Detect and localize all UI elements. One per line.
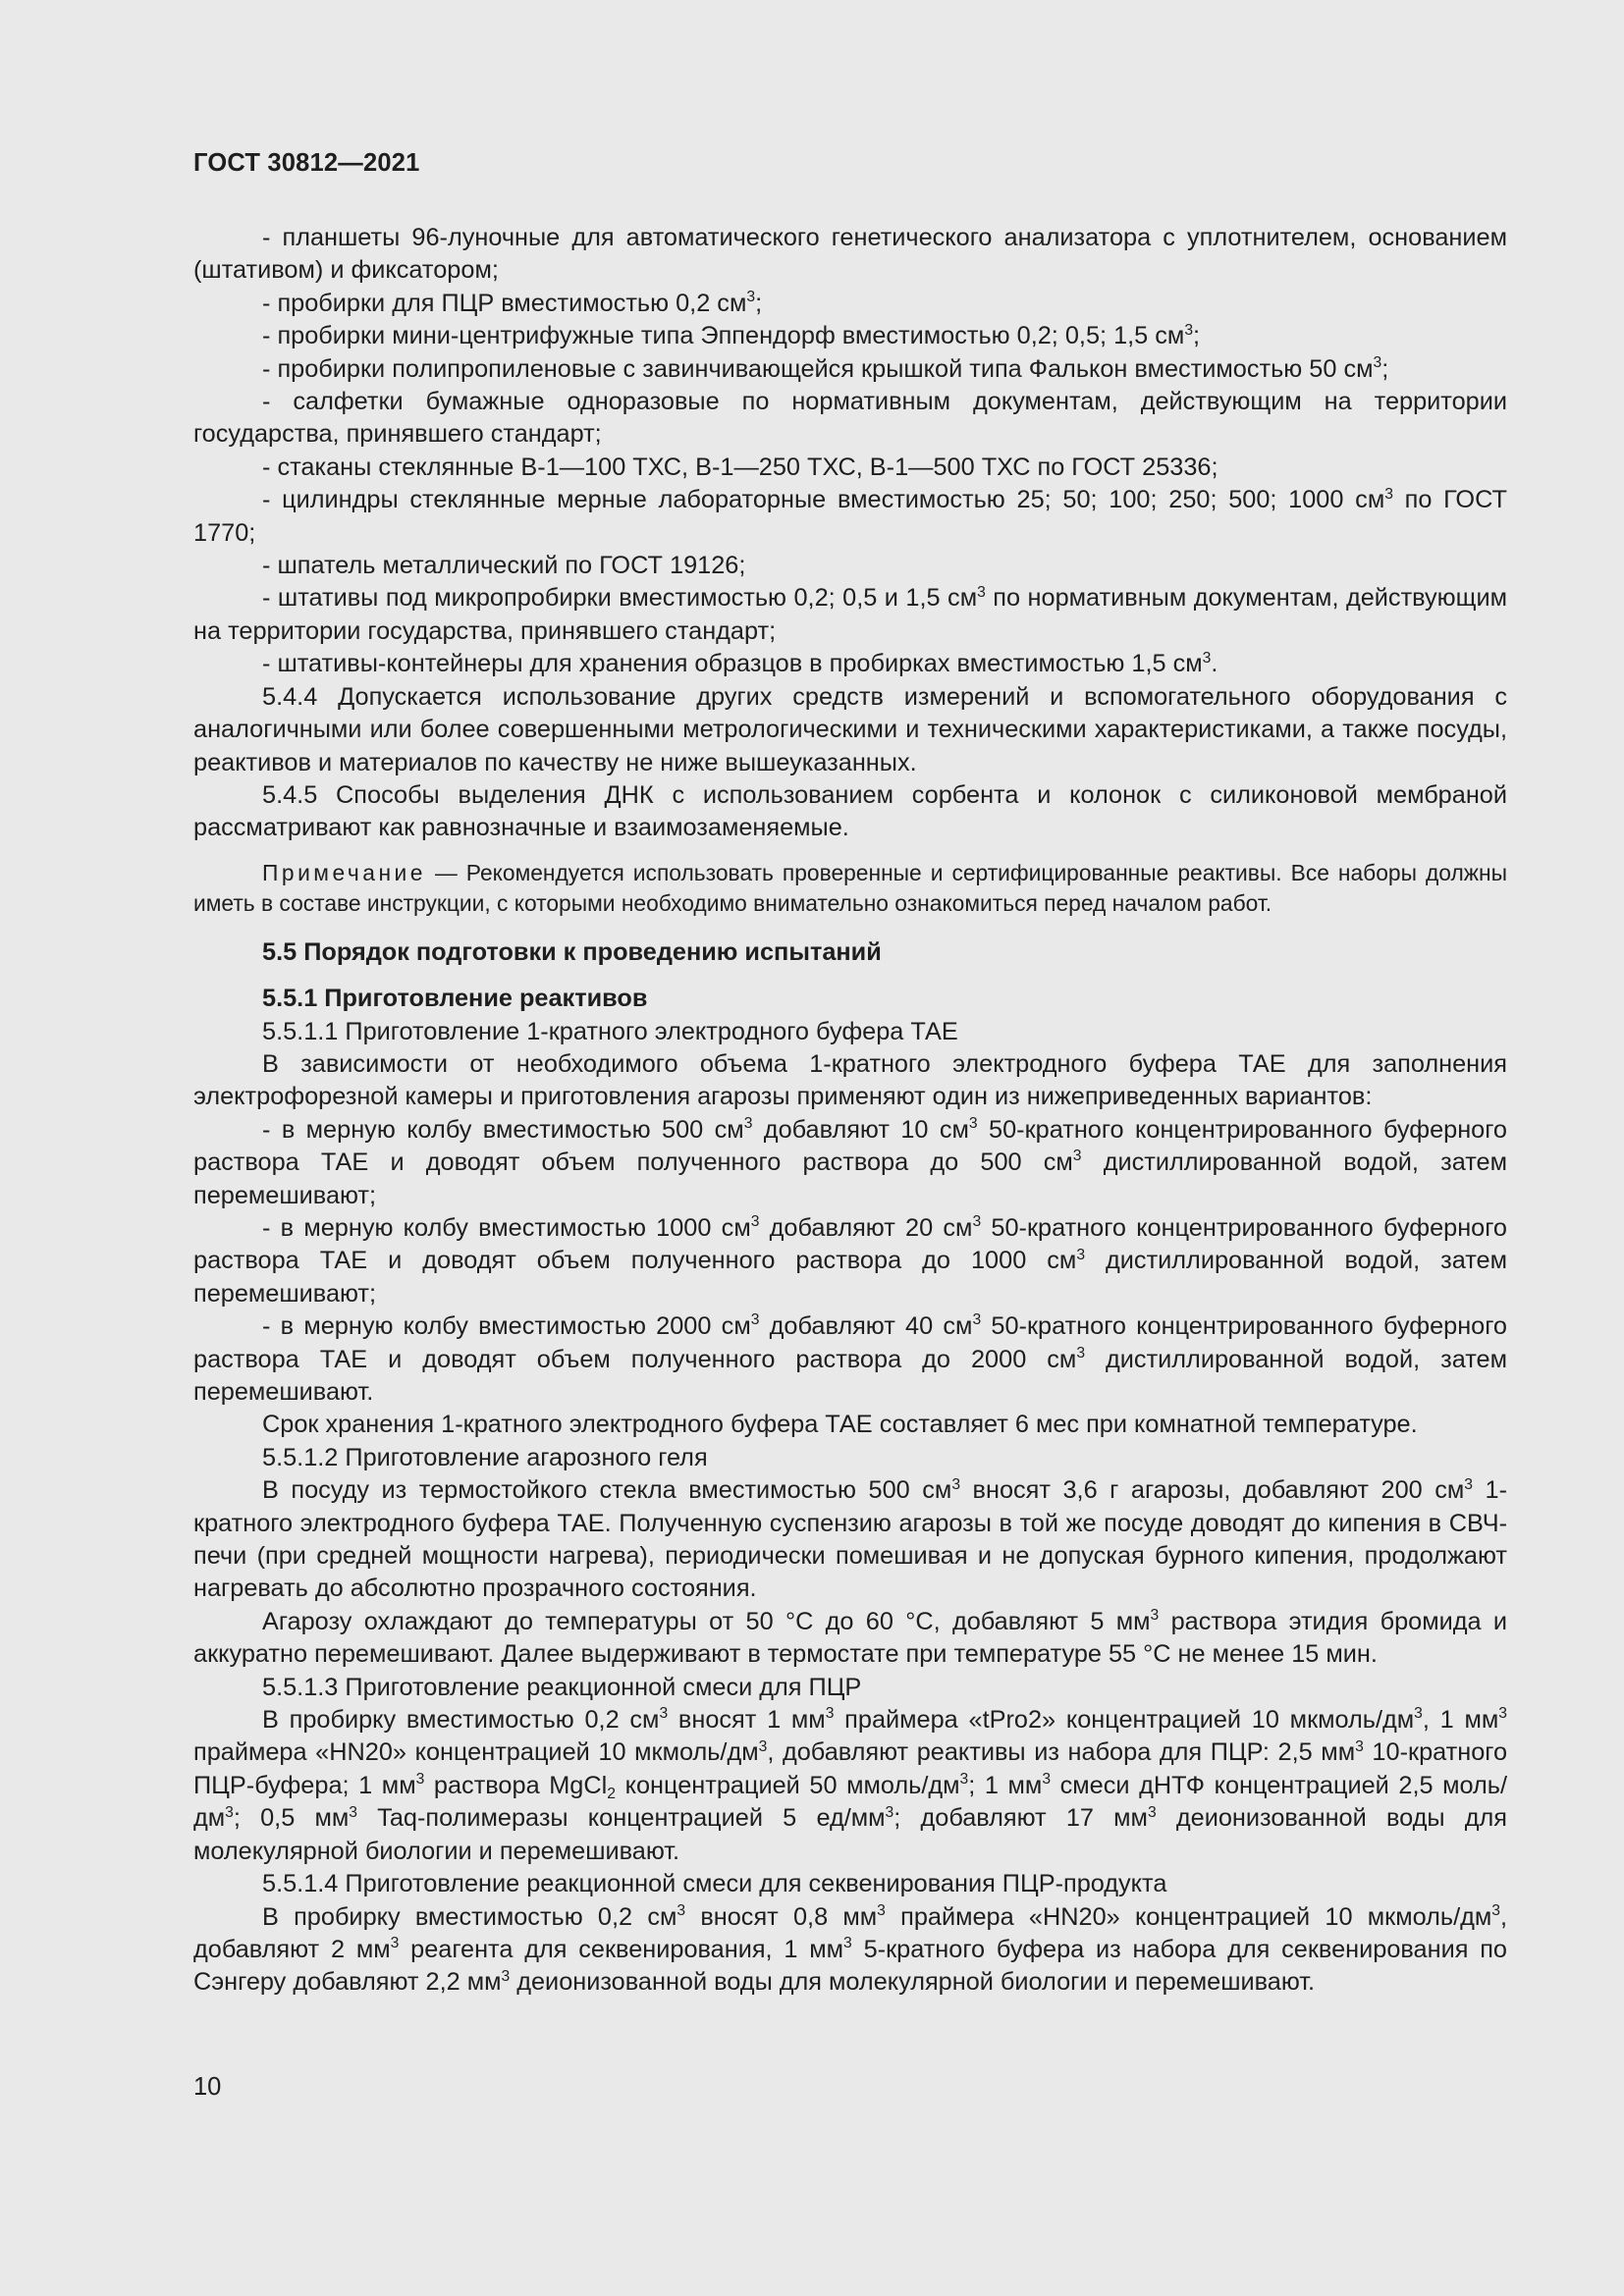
- paragraph: В посуду из термостойкого стекла вместимостью 500 $см^3$ вносят 3,6 г агарозы, добавляют 200 $см^3$ 1-кратного электродного буфера ТАЕ. Полученную суспензию агарозы в той же посуде доводят до кипения в СВЧ-печи (при средней мощности нагрева), периодически помешивая и не допуская бурного кипения, продолжают нагревать до абсолютно прозрачного состояния.: [193, 1475, 1507, 1603]
- paragraph: Агарозу охлаждают до температуры от 50 °С до 60 °С, добавляют 5 $мм^3$ раствора этидия бромида и аккуратно перемешивают. Далее выдерживают в термостате при температуре 55 °С не менее 15 мин.: [193, 1607, 1507, 1669]
- list-item: - пробирки мини-центрифужные типа Эппендорф вместимостью 0,2; 0,5; 1,5 $см^3$;: [262, 321, 1201, 350]
- paragraph: В пробирку вместимостью 0,2 $см^3$ вносят 0,8 $мм^3$ праймера «HN20» концентрацией 10 мкмоль/$дм^3$, добавляют 2 $мм^3$ реагента для секвенирования, 1 $мм^3$ 5-кратного буфера из набора для секвенирования по Сэнгеру добавляют 2,2 $мм^3$ деионизованной воды для молекулярной биологии и перемешивают.: [193, 1901, 1507, 1997]
- paragraph-5-4-5: 5.4.5 Способы выделения ДНК с использованием сорбента и колонок с силиконовой мембраной рассматривают как равнозначные и взаимозаменяемые.: [193, 780, 1507, 842]
- page-content: [193, 222, 1507, 2000]
- paragraph: - в мерную колбу вместимостью 500 $см^3$ добавляют 10 $см^3$ 50-кратного концентрированного буферного раствора ТАЕ и доводят объем полученного раствора до 500 $см^3$ дистиллированной водой, затем перемешивают;: [193, 1115, 1507, 1209]
- paragraph: 5.5.1.4 Приготовление реакционной смеси для секвенирования ПЦР-продукта: [262, 1870, 1167, 1898]
- paragraph: 5.5.1.3 Приготовление реакционной смеси для ПЦР: [262, 1673, 862, 1701]
- paragraph: В зависимости от необходимого объема 1-кратного электродного буфера ТАЕ для заполнения электрофорезной камеры и приготовления агарозы применяют один из нижеприведенных вариантов:: [193, 1049, 1507, 1111]
- paragraph: В пробирку вместимостью 0,2 $см^3$ вносят 1 $мм^3$ праймера «tPro2» концентрацией 10 мкмоль/$дм^3$, 1 $мм^3$ праймера «HN20» концентрацией 10 мкмоль/$дм^3$, добавляют реактивы из набора для ПЦР: 2,5 $мм^3$ 10-кратного ПЦР-буфера; 1 $мм^3$ раствора MgCl$_2$ концентрацией 50 ммоль/$дм^3$; 1 $мм^3$ смеси дНТФ концентрацией 2,5 моль/$дм^3$; 0,5 $мм^3$ Taq-полимеразы концентрацией 5 $ед/мм^3$; добавляют 17 $мм^3$ деионизованной воды для молекулярной биологии и перемешивают.: [193, 1705, 1508, 1865]
- document-code: ГОСТ 30812—2021: [193, 149, 420, 177]
- list-item: - стаканы стеклянные В-1—100 ТХС, В-1—250 ТХС, В-1—500 ТХС по ГОСТ 25336;: [262, 453, 1218, 481]
- note-label: Примечание: [262, 859, 426, 885]
- note: [193, 858, 1507, 919]
- paragraph: - в мерную колбу вместимостью 1000 $см^3$ добавляют 20 $см^3$ 50-кратного концентрированного буферного раствора ТАЕ и доводят объем полученного раствора до 1000 $см^3$ дистиллированной водой, затем перемешивают;: [193, 1213, 1507, 1308]
- list-item: - пробирки для ПЦР вместимостью 0,2 $см^3$;: [262, 289, 763, 317]
- list-item: - планшеты 96-луночные для автоматического генетического анализатора с уплотнителем, основанием (штативом) и фиксатором;: [193, 224, 1507, 285]
- list-item: - штативы под микропробирки вместимостью 0,2; 0,5 и 1,5 $см^3$ по нормативным документам, действующим на территории государства, принявшего стандарт;: [193, 583, 1507, 645]
- paragraph: 5.5.1.2 Приготовление агарозного геля: [262, 1443, 708, 1471]
- list-item: - цилиндры стеклянные мерные лабораторные вместимостью 25; 50; 100; 250; 500; 1000 $см^3$ по ГОСТ 1770;: [193, 485, 1507, 547]
- paragraph-5-4-4: 5.4.4 Допускается использование других средств измерений и вспомогательного оборудования с аналогичными или более совершенными метрологическими и техническими характеристиками, а также посуды, реактивов и материалов по качеству не ниже вышеуказанных.: [193, 682, 1507, 776]
- list-item: - пробирки полипропиленовые с завинчивающейся крышкой типа Фалькон вместимостью 50 $см^3$;: [262, 353, 1389, 383]
- list-item: - салфетки бумажные одноразовые по нормативным документам, действующим на территории государства, принявшего стандарт;: [193, 388, 1507, 449]
- section-title: 5.5 Порядок подготовки к проведению испытаний: [262, 937, 882, 966]
- list-item: - штативы-контейнеры для хранения образцов в пробирках вместимостью 1,5 $см^3$.: [262, 649, 1218, 678]
- subsection-title: 5.5.1 Приготовление реактивов: [262, 985, 648, 1013]
- paragraph: 5.5.1.1 Приготовление 1-кратного электродного буфера ТАЕ: [262, 1017, 958, 1045]
- equipment-list: [193, 222, 1507, 845]
- body-text: [193, 1016, 1507, 2000]
- note-text: — Рекомендуется использовать проверенные и сертифицированные реактивы. Все наборы должны иметь в составе инструкции, с которыми необходимо внимательно ознакомиться перед началом работ.: [193, 859, 1507, 916]
- list-item: - шпатель металлический по ГОСТ 19126;: [262, 552, 746, 580]
- page-number: 10: [193, 2073, 222, 2101]
- paragraph: - в мерную колбу вместимостью 2000 $см^3$ добавляют 40 $см^3$ 50-кратного концентрированного буферного раствора ТАЕ и доводят объем полученного раствора до 2000 $см^3$ дистиллированной водой, затем перемешивают.: [193, 1311, 1507, 1406]
- paragraph: Срок хранения 1-кратного электродного буфера ТАЕ составляет 6 мес при комнатной температуре.: [262, 1411, 1418, 1439]
